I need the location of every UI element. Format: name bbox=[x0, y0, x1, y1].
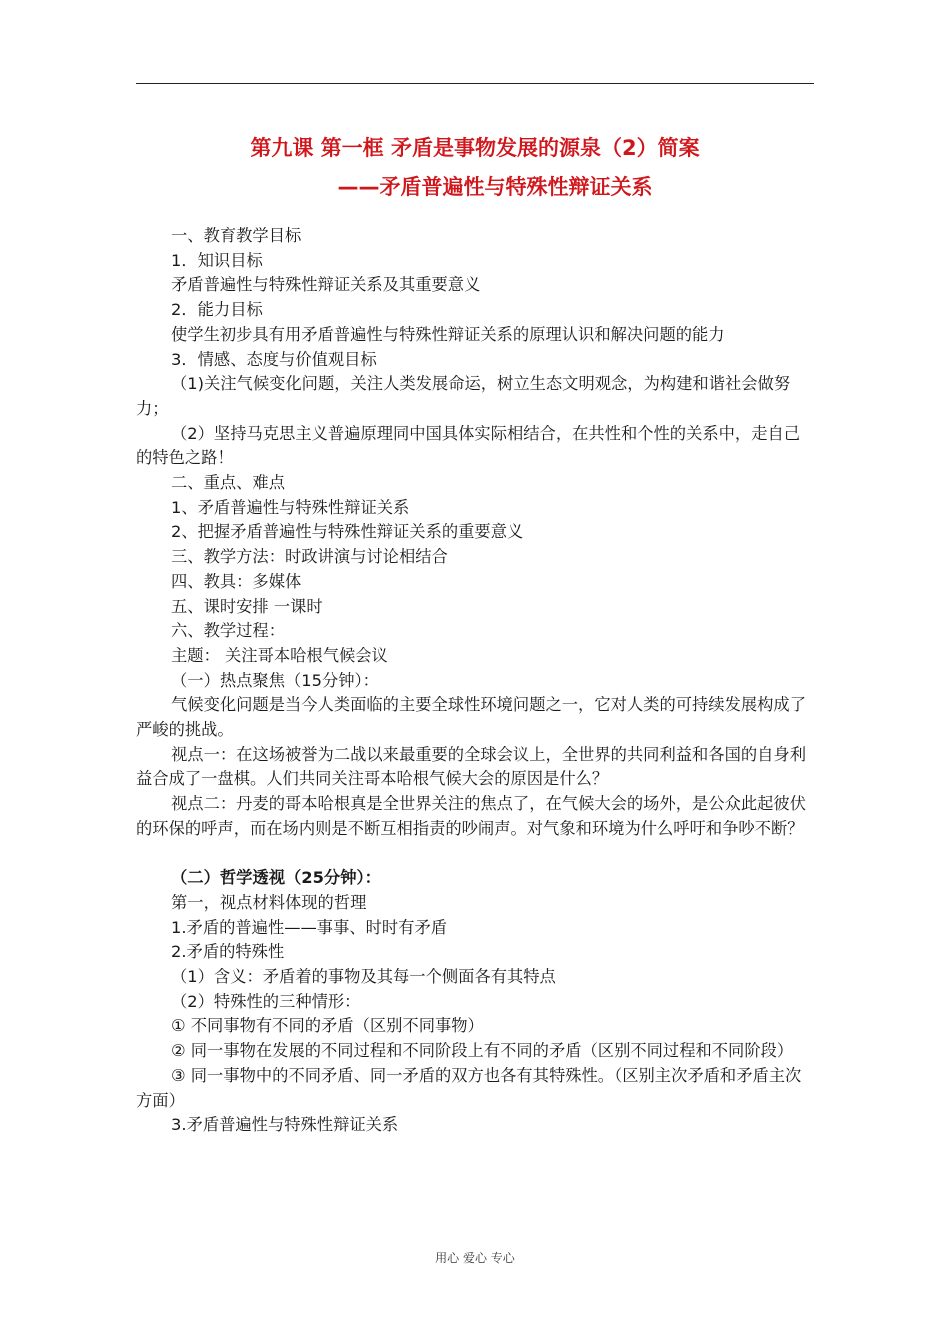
paragraph: 3.矛盾普遍性与特殊性辩证关系 bbox=[171, 1115, 399, 1135]
paragraph: （2）特殊性的三种情形： bbox=[171, 991, 361, 1011]
paragraph: ① 不同事物有不同的矛盾（区别不同事物） bbox=[171, 1016, 484, 1036]
paragraph-viewpoint-2: 视点二：丹麦的哥本哈根真是全世界关注的焦点了，在气候大会的场外，是公众此起彼伏的环保的呼声，而在场内则是不断互相指责的吵闹声。对气象和环境为什么呼吁和争吵不断？ bbox=[136, 794, 806, 838]
paragraph: 使学生初步具有用矛盾普遍性与特殊性辩证关系的原理认识和解决问题的能力 bbox=[171, 324, 725, 344]
paragraph: ② 同一事物在发展的不同过程和不同阶段上有不同的矛盾（区别不同过程和不同阶段） bbox=[171, 1041, 794, 1061]
paragraph: （2）坚持马克思主义普遍原理同中国具体实际相结合，在共性和个性的关系中，走自己的特色之路！ bbox=[136, 423, 801, 468]
document-title: 第九课 第一框 矛盾是事物发展的源泉（2）简案 bbox=[250, 136, 700, 160]
document-body bbox=[136, 224, 816, 1138]
paragraph: （1)关注气候变化问题，关注人类发展命运，树立生态文明观念，为构建和谐社会做努力； bbox=[136, 374, 791, 418]
paragraph: 第一，视点材料体现的哲理 bbox=[171, 892, 367, 912]
subheading-hotspot: （一）热点聚焦（15分钟）： bbox=[171, 670, 379, 690]
paragraph: 矛盾普遍性与特殊性辩证关系及其重要意义 bbox=[171, 275, 481, 295]
subheading-values: 3．情感、态度与价值观目标 bbox=[171, 349, 377, 369]
subheading-philosophy: （二）哲学透视（25分钟）： bbox=[171, 868, 381, 888]
paragraph: 1.矛盾的普遍性——事事、时时有矛盾 bbox=[171, 917, 448, 937]
section-heading-tools: 四、教具：多媒体 bbox=[171, 571, 302, 591]
section-heading-key-points: 二、重点、难点 bbox=[171, 473, 285, 493]
paragraph: 2.矛盾的特殊性 bbox=[171, 942, 285, 962]
paragraph: 1、矛盾普遍性与特殊性辩证关系 bbox=[171, 497, 410, 517]
paragraph: 2、把握矛盾普遍性与特殊性辩证关系的重要意义 bbox=[171, 522, 524, 542]
header-rule bbox=[136, 83, 814, 84]
document-subtitle: ——矛盾普遍性与特殊性辩证关系 bbox=[337, 175, 653, 199]
blank-line bbox=[136, 842, 816, 867]
section-heading-process: 六、教学过程： bbox=[171, 621, 285, 641]
subheading-ability: 2．能力目标 bbox=[171, 300, 263, 320]
paragraph: 气候变化问题是当今人类面临的主要全球性环境问题之一，它对人类的可持续发展构成了严峻的挑战。 bbox=[136, 695, 806, 740]
page-footer: 用心 爱心 专心 bbox=[435, 1251, 515, 1265]
paragraph-viewpoint-1: 视点一：在这场被誉为二战以来最重要的全球会议上，全世界的共同利益和各国的自身利益合成了一盘棋。人们共同关注哥本哈根气候大会的原因是什么？ bbox=[136, 744, 806, 789]
paragraph-theme: 主题： 关注哥本哈根气候会议 bbox=[171, 645, 388, 665]
paragraph: ③ 同一事物中的不同矛盾、同一矛盾的双方也各有其特殊性。（区别主次矛盾和矛盾主次方面） bbox=[136, 1065, 802, 1110]
section-heading-methods: 三、教学方法：时政讲演与讨论相结合 bbox=[171, 547, 448, 567]
paragraph: （1）含义：矛盾着的事物及其每一个侧面各有其特点 bbox=[171, 967, 556, 987]
section-heading-schedule: 五、课时安排 一课时 bbox=[171, 596, 323, 616]
section-heading-goals: 一、教育教学目标 bbox=[171, 226, 302, 245]
subheading-knowledge: 1．知识目标 bbox=[171, 250, 263, 270]
